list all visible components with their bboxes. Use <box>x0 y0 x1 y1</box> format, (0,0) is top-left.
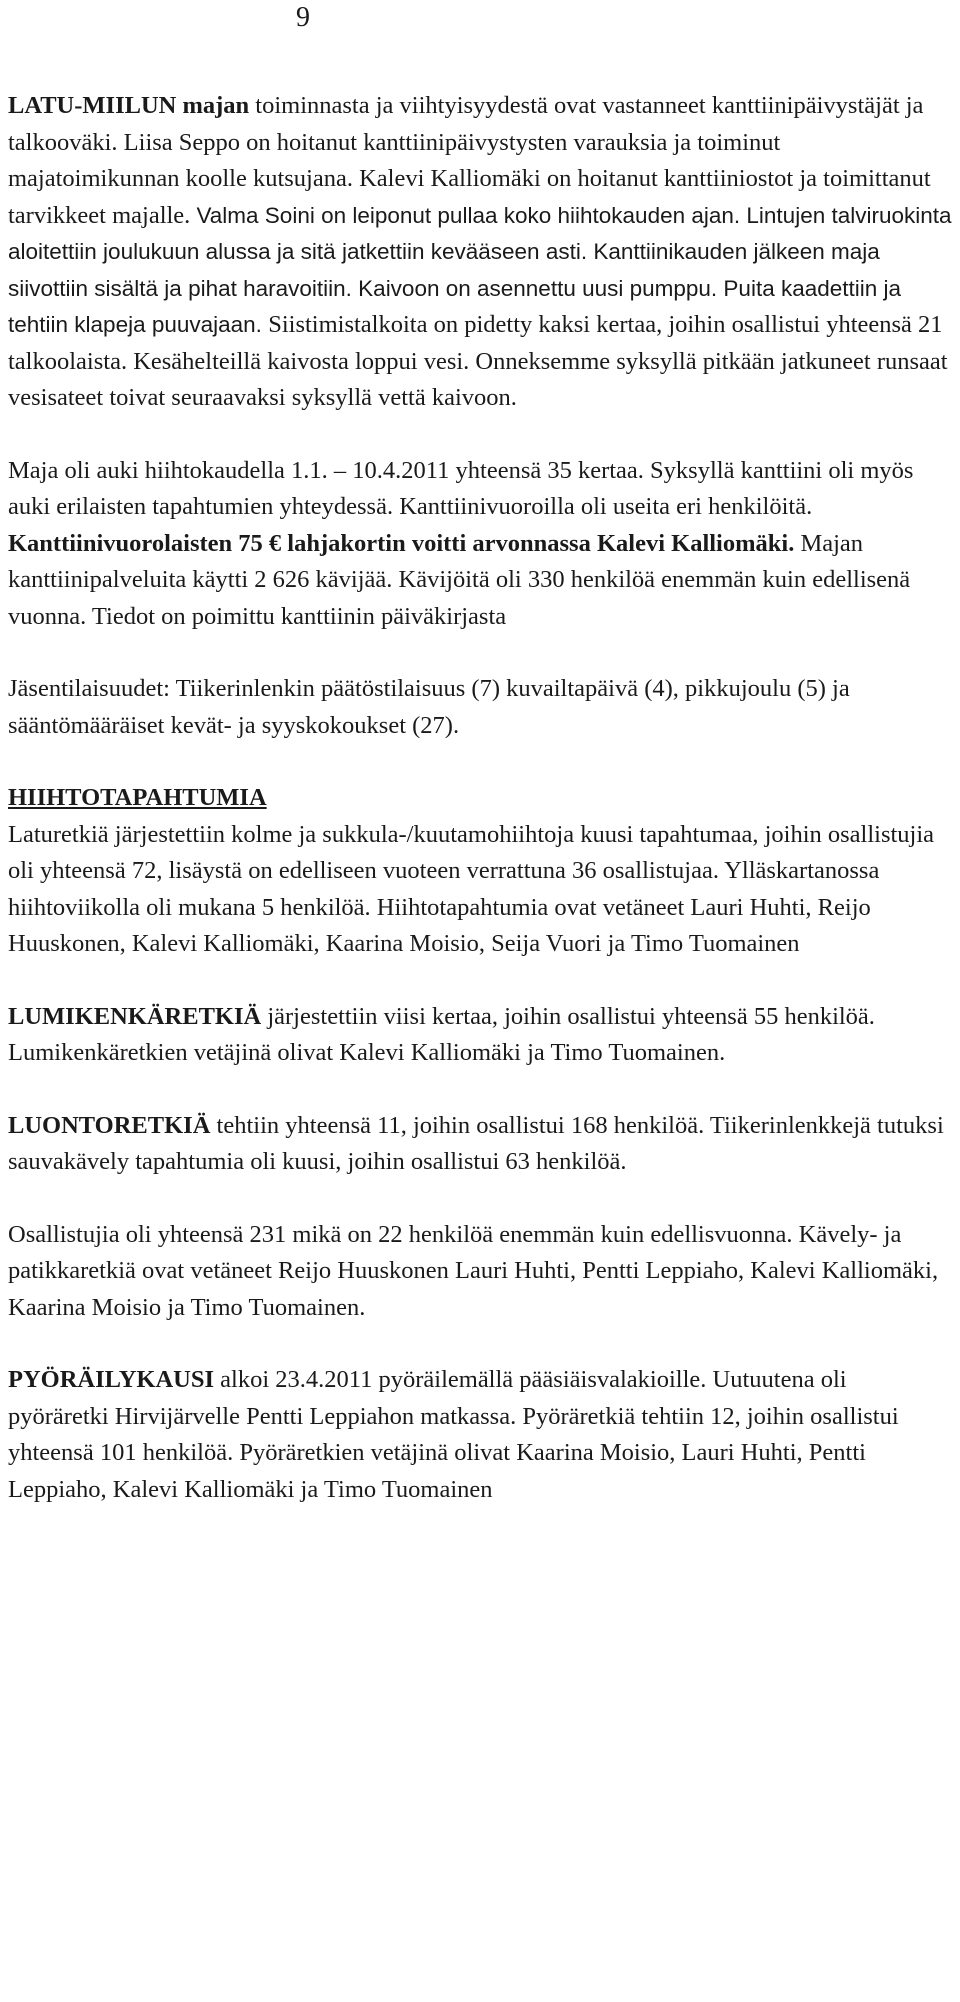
section-pyorailykausi <box>8 1362 952 1508</box>
section-hiihtotapahtumia <box>8 780 952 963</box>
paragraph-jasentilaisuudet: Jäsentilaisuudet: Tiikerinlenkin päätöstilaisuus (7) kuvailtapäivä (4), pikkujoulu (5) ja sääntömääräiset kevät- ja syyskokoukset (27). <box>8 675 850 739</box>
hiihtotapahtumia-heading: HIIHTOTAPAHTUMIA <box>8 784 267 811</box>
paragraph-osallistujia: Osallistujia oli yhteensä 231 mikä on 22 henkilöä enemmän kuin edellisvuonna. Kävely- ja patikkaretkiä ovat vetäneet Reijo Huuskonen Lauri Huhti, Pentti Leppiaho, Kalevi Kalliomäki, Kaarina Moisio ja Timo Tuomainen. <box>8 1220 939 1321</box>
pyorailykausi-text: alkoi 23.4.2011 pyöräilemällä pääsiäisvalakioille. Uutuutena oli pyöräretki Hirvijärvelle Pentti Leppiahon matkassa. Pyöräretkiä tehtiin 12, joihin osallistui yhteensä 101 henkilöä. Pyöräretkien vetäjinä olivat Kaarina Moisio, Lauri Huhti, Pentti Leppiaho, Kalevi Kalliomäki ja Timo Tuomainen <box>8 1366 899 1503</box>
latu-miilu-text-1: toiminnasta ja viihtyisyydestä ovat vastanneet kanttiinipäivystäjät ja talkooväki. Liisa Seppo on hoitanut kanttiinipäivystysten varauksia ja toiminut majatoimikunnan koolle kutsujana. Kalevi Kalliomäki on hoitanut kanttiiniostot ja toimittanut tarvikkeet majalle. <box>8 92 931 229</box>
document-body <box>8 88 952 1508</box>
latu-miilu-text-2: Valma Soini on leiponut pullaa koko hiihtokauden ajan. Lintujen talviruokinta aloitettiin joulukuun alussa ja sitä jatkettiin kevääseen asti. Kanttiinikauden jälkeen maja siivottiin sisältä ja pihat haravoitiin. Kaivoon on asennettu uusi pumppu. Puita kaadettiin ja tehtiin klapeja puuvajaan. <box>8 202 952 337</box>
latu-miilu-text-3: Siistimistalkoita on pidetty kaksi kertaa, joihin osallistui yhteensä 21 talkoolaista. Kesähelteillä kaivosta loppui vesi. Onneksemme syksyllä pitkään jatkuneet runsaat vesisateet toivat seuraavaksi syksyllä vettä kaivoon. <box>8 311 948 411</box>
latu-miilu-title: LATU-MIILUN majan <box>8 92 250 119</box>
lahjakortti-text: Kanttiinivuorolaisten 75 € lahjakortin voitti arvonnassa Kalevi Kalliomäki. <box>8 529 795 557</box>
luontoretkia-heading: LUONTORETKIÄ <box>8 1111 211 1139</box>
section-luontoretkia <box>8 1108 952 1181</box>
lumikenkaretkia-heading: LUMIKENKÄRETKIÄ <box>8 1002 262 1030</box>
lumikenkaretkia-text: järjestettiin viisi kertaa, joihin osallistui yhteensä 55 henkilöä. Lumikenkäretkien vetäjinä olivat Kalevi Kalliomäki ja Timo Tuomainen. <box>8 1002 875 1066</box>
luontoretkia-text: tehtiin yhteensä 11, joihin osallistui 168 henkilöä. Tiikerinlenkkejä tutuksi sauvakävely tapahtumia oli kuusi, joihin osallistui 63 henkilöä. <box>8 1111 944 1175</box>
section-lumikenkaretkia <box>8 999 952 1072</box>
maja-auki-text-2: Majan kanttiinipalveluita käytti 2 626 kävijää. Kävijöitä oli 330 henkilöä enemmän kuin edellisenä vuonna. Tiedot on poimittu kanttiinin päiväkirjasta <box>8 529 911 630</box>
maja-auki-text-1: Maja oli auki hiihtokaudella 1.1. – 10.4.2011 yhteensä 35 kertaa. Syksyllä kanttiini oli myös auki erilaisten tapahtumien yhteydessä. Kanttiinivuoroilla oli useita eri henkilöitä. <box>8 456 914 520</box>
paragraph-maja-auki <box>8 453 952 636</box>
paragraph-latu-miilu <box>8 88 952 417</box>
page-number: 9 <box>296 2 310 33</box>
pyorailykausi-heading: PYÖRÄILYKAUSI <box>8 1366 215 1393</box>
hiihtotapahtumia-text: Laturetkiä järjestettiin kolme ja sukkula-/kuutamohiihtoja kuusi tapahtumaa, joihin osallistujia oli yhteensä 72, lisäystä on edelliseen vuoteen verrattuna 36 osallistujaa. Ylläskartanossa hiihtoviikolla oli mukana 5 henkilöä. Hiihtotapahtumia ovat vetäneet Lauri Huhti, Reijo Huuskonen, Kalevi Kalliomäki, Kaarina Moisio, Seija Vuori ja Timo Tuomainen <box>8 820 935 957</box>
